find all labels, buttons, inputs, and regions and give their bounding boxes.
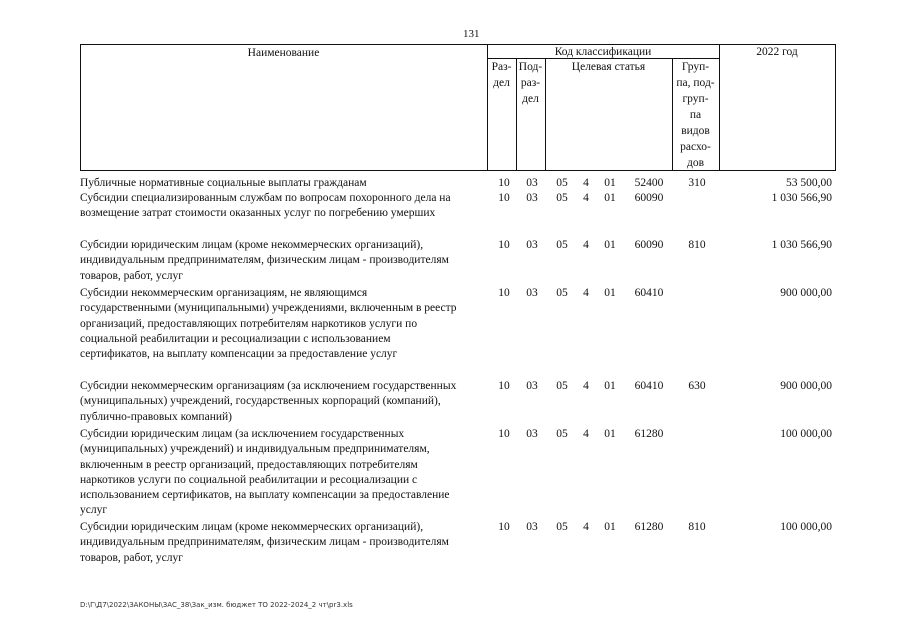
row-name-line: (муниципальных) учреждений, государственных корпораций (компаний), (80, 395, 441, 408)
header-right-border (835, 44, 836, 171)
table-row (0, 191, 905, 223)
row-razdel: 10 (498, 521, 510, 533)
row-podrazdel: 03 (526, 521, 538, 533)
row-target-3: 01 (604, 521, 616, 533)
row-name (80, 286, 488, 362)
header-razdel-line: дел (493, 77, 510, 89)
row-target-4: 60090 (634, 239, 664, 251)
row-target-2: 4 (583, 177, 589, 189)
row-target-1: 05 (556, 380, 568, 392)
header-group-line: груп- (682, 93, 709, 105)
table-row (0, 176, 905, 192)
header-razdel (487, 59, 516, 91)
row-name-line: индивидуальным предпринимателям, физическим лицам - производителям (80, 254, 449, 267)
row-target-1: 05 (556, 239, 568, 251)
row-name-line: услуг (80, 504, 108, 517)
row-name (80, 176, 488, 191)
row-target-2: 4 (583, 521, 589, 533)
row-target-1: 05 (556, 192, 568, 204)
header-code: Код классификации (554, 46, 652, 58)
row-amount: 100 000,00 (780, 428, 832, 440)
header-podrazdel-line: Под- (518, 61, 543, 73)
row-podrazdel: 03 (526, 177, 538, 189)
row-name (80, 427, 488, 519)
row-name (80, 191, 488, 222)
row-target-4: 60410 (634, 380, 664, 392)
row-target-4: 61280 (634, 428, 664, 440)
header-group-line: видов (681, 125, 710, 137)
header-group-line: па, под- (676, 77, 715, 89)
page-number: 131 (463, 28, 480, 40)
header-group-line: Груп- (681, 61, 710, 73)
row-name-line: Публичные нормативные социальные выплаты гражданам (80, 177, 367, 189)
file-path-footer: D:\Г\Д7\2022\ЗАКОНЫ\ЗАС_38\Зак_изм. бюджет ТО 2022-2024_2 чт\pr3.xls (80, 601, 353, 609)
row-podrazdel: 03 (526, 428, 538, 440)
row-target-4: 60410 (634, 287, 664, 299)
row-amount: 1 030 566,90 (771, 239, 832, 251)
row-name-line: Субсидии юридическим лицам (кроме некоммерческих организаций), (80, 521, 424, 533)
row-group: 810 (688, 521, 706, 533)
row-razdel: 10 (498, 380, 510, 392)
row-target-4: 61280 (634, 521, 664, 533)
row-group: 630 (688, 380, 706, 392)
row-name (80, 520, 488, 566)
table-row (0, 379, 905, 427)
row-target-1: 05 (556, 287, 568, 299)
row-razdel: 10 (498, 239, 510, 251)
row-amount: 900 000,00 (780, 380, 832, 392)
row-target-3: 01 (604, 177, 616, 189)
row-target-4: 52400 (634, 177, 664, 189)
row-name-line: индивидуальным предпринимателям, физическим лицам - производителям (80, 536, 449, 549)
row-target-2: 4 (583, 428, 589, 440)
row-name-line: (муниципальных) учреждений) и индивидуальным предпринимателям, (80, 443, 430, 456)
table-row (0, 286, 905, 364)
table-row (0, 427, 905, 520)
header-group-line: расхо- (680, 141, 711, 153)
row-target-3: 01 (604, 380, 616, 392)
row-target-3: 01 (604, 428, 616, 440)
row-name-line: сертификатов, на выплату компенсации за предоставление услуг (80, 348, 398, 361)
row-name-line: Субсидии специализированным службам по вопросам похоронного дела на (80, 192, 451, 204)
row-target-2: 4 (583, 287, 589, 299)
header-group (672, 59, 719, 171)
row-razdel: 10 (498, 177, 510, 189)
header-target: Целевая статья (571, 61, 646, 73)
row-target-2: 4 (583, 380, 589, 392)
row-target-1: 05 (556, 177, 568, 189)
row-razdel: 10 (498, 287, 510, 299)
header-name: Наименование (247, 47, 320, 59)
row-name (80, 238, 488, 284)
row-podrazdel: 03 (526, 239, 538, 251)
header-year-divider (719, 44, 720, 171)
row-razdel: 10 (498, 428, 510, 440)
row-target-4: 60090 (634, 192, 664, 204)
row-group: 310 (688, 177, 706, 189)
header-podrazdel (516, 59, 545, 107)
header-podrazdel-line: раз- (520, 77, 541, 89)
row-name-line: организаций, предоставляющих потребителям наркотиков услуги по (80, 317, 418, 330)
row-target-1: 05 (556, 428, 568, 440)
header-group-line: дов (686, 157, 705, 169)
row-amount: 900 000,00 (780, 287, 832, 299)
row-name-line: Субсидии некоммерческим организациям, не являющимся (80, 287, 368, 299)
row-name-line: включенным в реестр организаций, предоставляющих потребителям (80, 458, 418, 471)
row-target-2: 4 (583, 192, 589, 204)
row-podrazdel: 03 (526, 287, 538, 299)
row-name-line: публично-правовых компаний) (80, 410, 232, 423)
row-name-line: наркотиков услуги по социальной реабилитации и ресоциализации с (80, 473, 418, 486)
row-name-line: возмещение затрат стоимости оказанных услуг по погребению умерших (80, 207, 436, 220)
row-name (80, 379, 488, 425)
row-name-line: товаров, работ, услуг (80, 269, 183, 282)
header-group-line: па (689, 109, 702, 121)
row-name-line: товаров, работ, услуг (80, 551, 183, 564)
row-razdel: 10 (498, 192, 510, 204)
row-name-line: Субсидии юридическим лицам (за исключением государственных (80, 428, 405, 440)
header-podrazdel-line: дел (522, 93, 539, 105)
row-target-3: 01 (604, 287, 616, 299)
row-group: 810 (688, 239, 706, 251)
row-name-line: Субсидии некоммерческим организациям (за исключением государственных (80, 380, 457, 392)
table-row (0, 238, 905, 286)
row-target-1: 05 (556, 521, 568, 533)
row-amount: 1 030 566,90 (771, 192, 832, 204)
header-bottom-border (80, 170, 836, 171)
row-name-line: социальной реабилитации и ресоциализации с использованием (80, 332, 391, 345)
row-name-line: Субсидии юридическим лицам (кроме некоммерческих организаций), (80, 239, 424, 251)
row-podrazdel: 03 (526, 380, 538, 392)
header-left-border (80, 44, 81, 171)
row-target-2: 4 (583, 239, 589, 251)
row-name-line: использованием сертификатов, на выплату компенсации за предоставление (80, 489, 450, 502)
row-name-line: государственными (муниципальными) учреждениями, включенным в реестр (80, 302, 457, 315)
header-year: 2022 год (756, 46, 798, 58)
row-podrazdel: 03 (526, 192, 538, 204)
row-amount: 53 500,00 (786, 177, 832, 189)
table-row (0, 520, 905, 568)
row-target-3: 01 (604, 239, 616, 251)
row-target-3: 01 (604, 192, 616, 204)
row-amount: 100 000,00 (780, 521, 832, 533)
header-razdel-line: Раз- (491, 61, 512, 73)
